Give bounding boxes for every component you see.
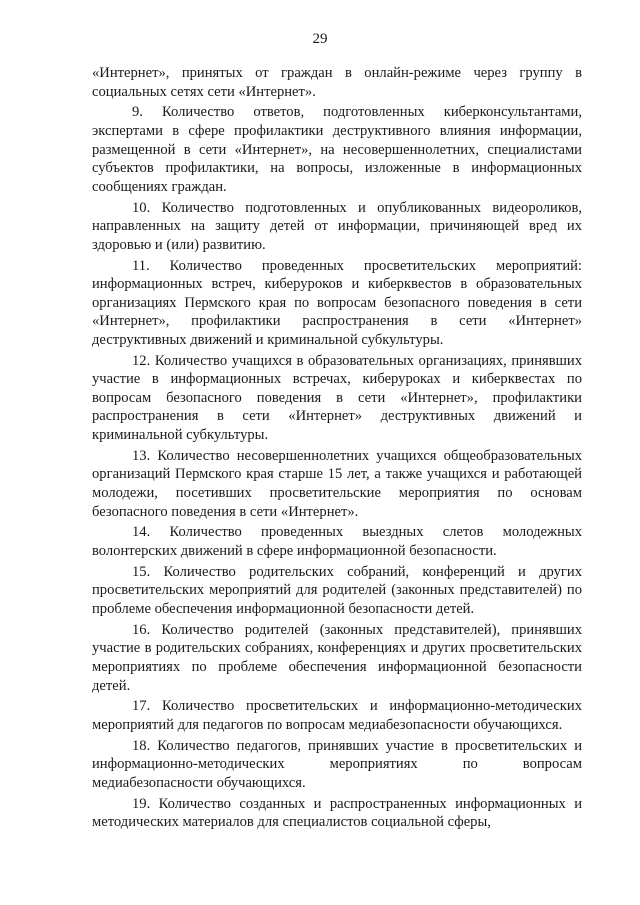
- paragraph-item-14: 14. Количество проведенных выездных слетов молодежных волонтерских движений в сфере информационной безопасности.: [92, 524, 582, 559]
- paragraph-item-19: 19. Количество созданных и распространенных информационных и методических материалов для специалистов социальной сферы,: [92, 795, 582, 831]
- paragraph-item-15: 15. Количество родительских собраний, конференций и других просветительских мероприятий для родителей (законных представителей) по проблеме обеспечения информационной безопасности детей.: [92, 563, 582, 617]
- paragraph-item-12: 12. Количество учащихся в образовательных организациях, принявших участие в информационных встречах, киберуроках и киберквестах по вопросам безопасного поведения в сети «Интернет», профилактики распространения в сети «Интернет» деструктивных движений и криминальной субкультуры.: [92, 352, 582, 444]
- paragraph-item-17: 17. Количество просветительских и информационно-методических мероприятий для педагогов по вопросам медиабезопасности обучающихся.: [92, 698, 582, 733]
- paragraph-item-13: 13. Количество несовершеннолетних учащихся общеобразовательных организаций Пермского края старше 15 лет, а также учащихся и работающей молодежи, посетивших просветительские мероприятия по основам безопасного поведения в сети «Интернет».: [92, 447, 582, 520]
- paragraph-item-16: 16. Количество родителей (законных представителей), принявших участие в родительских собраниях, конференциях и других просветительских мероприятиях по проблеме обеспечения информационной безопасности детей.: [92, 621, 582, 694]
- paragraph-item-11: 11. Количество проведенных просветительских мероприятий: информационных встреч, киберуроков и киберквестов в образовательных организациях Пермского края по вопросам безопасного поведения в сети «Интернет», профилактики распространения в сети «Интернет» деструктивных движений и криминальной субкультуры.: [92, 257, 582, 348]
- paragraph-item-18: 18. Количество педагогов, принявших участие в просветительских и информационно-методических мероприятиях по вопросам медиабезопасности обучающихся.: [92, 737, 582, 791]
- paragraph-item-9: 9. Количество ответов, подготовленных киберконсультантами, экспертами в сфере профилактики деструктивного влияния информации, размещенной в сети «Интернет», на несовершеннолетних, специалистами субъектов профилактики, на вопросы, изложенные в информационных сообщениях граждан.: [92, 104, 582, 195]
- paragraph-continuation: «Интернет», принятых от граждан в онлайн-режиме через группу в социальных сетях сети «Интернет».: [92, 65, 582, 100]
- document-body: [92, 64, 582, 834]
- paragraph-item-10: 10. Количество подготовленных и опубликованных видеороликов, направленных на защиту детей от информации, причиняющей вред их здоровью и (или) развитию.: [92, 199, 582, 253]
- page-number: 29: [312, 31, 328, 47]
